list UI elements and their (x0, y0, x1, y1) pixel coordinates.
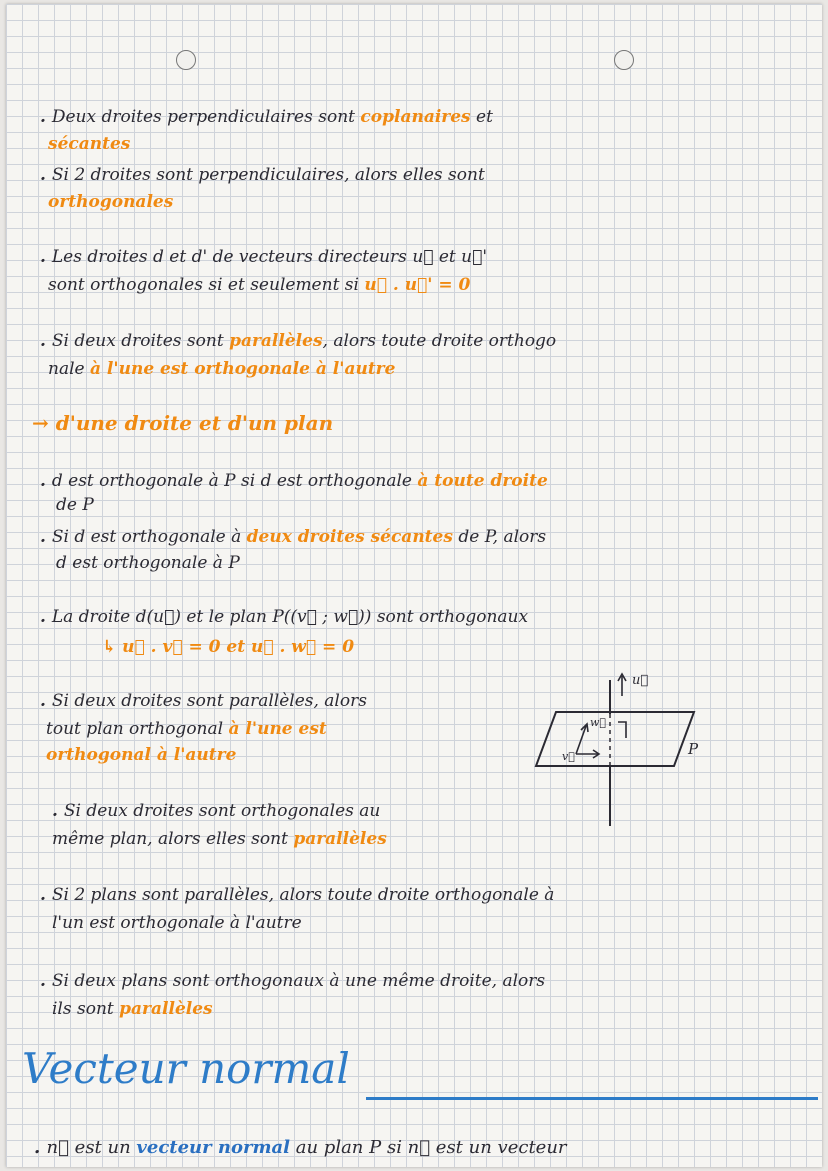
note-line: sont orthogonales si et seulement si u⃗ . u⃗' = 0 (48, 275, 471, 295)
note-line: . d est orthogonale à P si d est orthogonale à toute droite (40, 471, 548, 491)
note-line: de P (56, 495, 94, 515)
note-line: ils sont parallèles (52, 999, 213, 1019)
orthogonal-plane-figure (526, 654, 706, 830)
note-line: même plan, alors elles sont parallèles (52, 829, 387, 849)
note-line: . Si deux plans sont orthogonaux à une même droite, alors (40, 971, 546, 991)
note-line: ↳ u⃗ . v⃗ = 0 et u⃗ . w⃗ = 0 (102, 637, 355, 657)
plane-parallelogram (536, 712, 694, 766)
w-vector-label: w⃗ (590, 716, 607, 729)
note-line: l'un est orthogonale à l'autre (52, 913, 302, 933)
note-line: . Si d est orthogonale à deux droites sécantes de P, alors (40, 527, 547, 547)
note-line: . Si deux droites sont orthogonales au (52, 801, 381, 821)
note-line: tout plan orthogonal à l'une est (46, 719, 327, 739)
u-vector-label: u⃗ (632, 673, 649, 688)
section-title: Vecteur normal (22, 1044, 350, 1093)
note-line: . Si 2 droites sont perpendiculaires, alors elles sont (40, 165, 485, 185)
note-line: . Deux droites perpendiculaires sont coplanaires et (40, 107, 493, 127)
note-line: . n⃗ est un vecteur normal au plan P si n⃗ est un vecteur (34, 1137, 567, 1158)
section-heading: → d'une droite et d'un plan (32, 411, 334, 435)
note-line: . Si deux droites sont parallèles, alors (40, 691, 367, 711)
notebook-page (6, 4, 822, 1167)
note-line: . Si 2 plans sont parallèles, alors toute droite orthogonale à (40, 885, 555, 905)
note-line: . Si deux droites sont parallèles, alors toute droite orthogo (40, 331, 557, 351)
vector-w-arrow (576, 726, 586, 754)
plane-label: P (688, 740, 699, 758)
note-line: orthogonal à l'autre (46, 745, 237, 765)
note-line: sécantes (48, 134, 131, 154)
v-vector-label: v⃗ (562, 750, 575, 763)
right-angle-mark (618, 722, 626, 738)
note-line: nale à l'une est orthogonale à l'autre (48, 359, 396, 379)
note-line: d est orthogonale à P (56, 553, 240, 573)
binder-hole-left (176, 50, 196, 70)
note-line: orthogonales (48, 192, 174, 212)
title-underline (366, 1097, 818, 1100)
note-line: . Les droites d et d' de vecteurs directeurs u⃗ et u⃗' (40, 247, 487, 267)
binder-hole-right (614, 50, 634, 70)
note-line: . La droite d(u⃗) et le plan P((v⃗ ; w⃗)) sont orthogonaux (40, 607, 529, 627)
